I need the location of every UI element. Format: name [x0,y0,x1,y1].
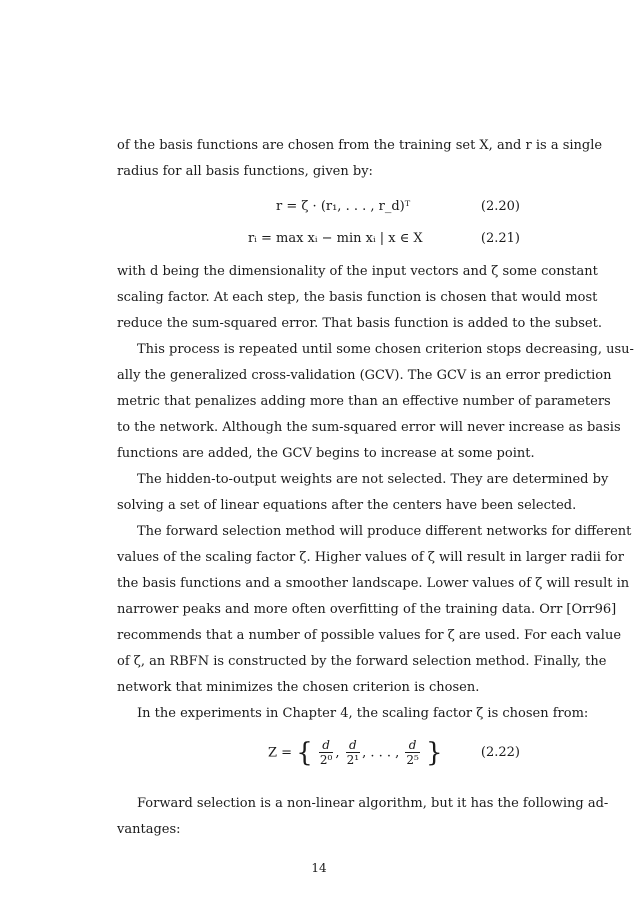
paragraph-line: The forward selection method will produce different networks for different [137,524,632,539]
fraction-denominator: 2⁰ [319,753,333,767]
fraction [319,739,333,767]
paragraph-line: functions are added, the GCV begins to increase at some point. [117,446,535,461]
equation-2-21: rᵢ = max xᵢ − min xᵢ | x ∈ X [248,231,423,246]
fraction-denominator: 2¹ [346,753,360,767]
paragraph-line: the basis functions and a smoother landscape. Lower values of ζ will result in [117,576,630,591]
left-brace: { [296,738,313,768]
paragraph-line: values of the scaling factor ζ. Higher values of ζ will result in larger radii for [117,550,624,565]
paragraph-line: vantages: [117,822,181,837]
fraction-denominator: 2⁵ [406,753,419,767]
paragraph-line: to the network. Although the sum-squared error will never increase as basis [117,420,621,435]
comma: , [335,745,340,761]
equation-2-20: r = ζ · (r₁, . . . , r_d)ᵀ [276,199,411,214]
paragraph-line: Forward selection is a non-linear algorithm, but it has the following ad- [137,796,609,811]
paragraph-line: In the experiments in Chapter 4, the scaling factor ζ is chosen from: [137,706,589,721]
ellipsis: , . . . , [362,745,400,761]
paragraph-line: The hidden-to-output weights are not selected. They are determined by [137,472,609,487]
fraction-numerator: d [408,738,417,752]
paragraph-line: solving a set of linear equations after the centers have been selected. [117,498,577,513]
fraction-numerator: d [349,738,357,752]
page-number: 14 [311,861,327,875]
paragraph-line: metric that penalizes adding more than an effective number of parameters [117,394,611,409]
equation-number: (2.21) [480,231,520,246]
fraction-numerator: d [322,738,330,752]
paragraph-line: narrower peaks and more often overfitting of the training data. Orr [Orr96] [117,602,617,617]
fraction [346,739,360,767]
paragraph-line: with d being the dimensionality of the input vectors and ζ some constant [117,264,598,279]
paragraph-line: ally the generalized cross-validation (GCV). The GCV is an error prediction [117,368,612,383]
fraction [405,739,419,767]
equation-number: (2.20) [480,199,520,214]
paragraph-line: This process is repeated until some chosen criterion stops decreasing, usu- [137,342,634,357]
paragraph-line: network that minimizes the chosen criterion is chosen. [117,680,480,695]
equation-lhs: Z = [268,745,293,761]
right-brace: } [426,738,443,768]
paragraph-line: recommends that a number of possible values for ζ are used. For each value [117,628,622,643]
paragraph-line: reduce the sum-squared error. That basis function is added to the subset. [117,316,602,331]
paragraph-line: scaling factor. At each step, the basis function is chosen that would most [117,290,598,305]
paragraph-line: radius for all basis functions, given by: [117,164,373,179]
paragraph-line: of ζ, an RBFN is constructed by the forward selection method. Finally, the [117,654,607,669]
equation-2-22-display [268,733,443,773]
equation-number: (2.22) [480,745,520,760]
paragraph-line: of the basis functions are chosen from the training set X, and r is a single [117,138,603,153]
